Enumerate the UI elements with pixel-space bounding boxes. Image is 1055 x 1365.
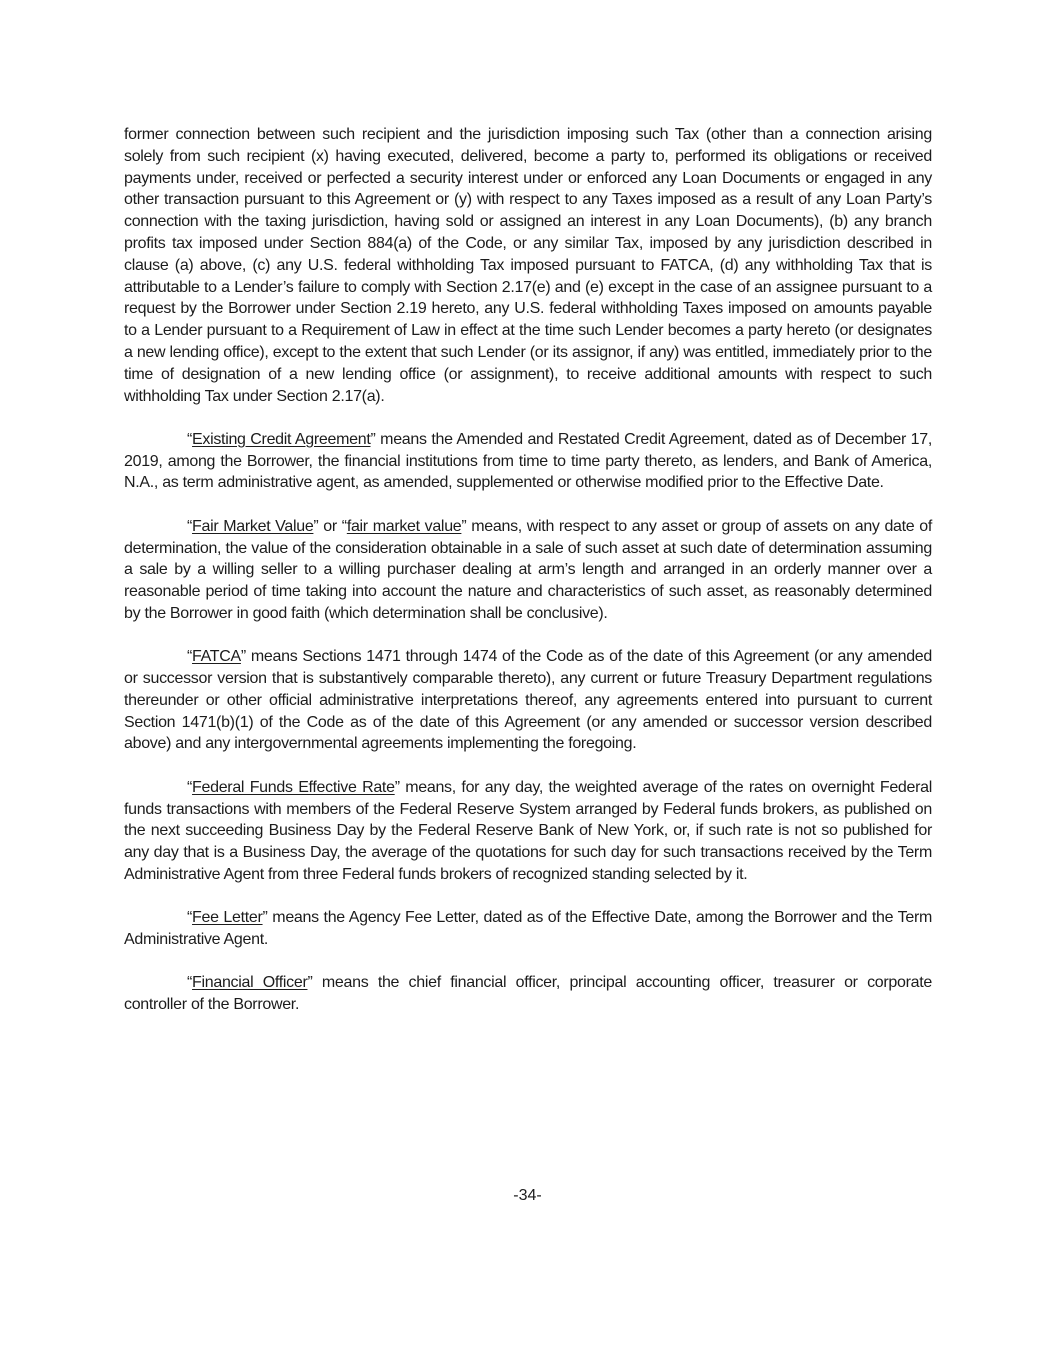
open-quote: “ [187, 517, 193, 535]
term-connector: ” or “ [313, 517, 347, 535]
defined-term: Financial Officer [192, 974, 308, 992]
definition-financial-officer [124, 972, 932, 1016]
open-quote: “ [187, 648, 193, 666]
definition-text: ” means the chief financial officer, principal accounting officer, treasurer or corporate controller of the Borrower. [124, 974, 932, 1014]
defined-term: Fair Market Value [192, 517, 314, 535]
definition-text: ” means Sections 1471 through 1474 of the Code as of the date of this Agreement (or any amended or successor version that is substantively comparable thereto), any current or future Treasury Department regulations thereunder or other official administrative interpretations thereof, any agreements entered into pursuant to current Section 1471(b)(1) of the Code as of the date of this Agreement (or any amended or successor version described above) and any intergovernmental agreements implementing the foregoing. [124, 648, 932, 753]
open-quote: “ [187, 778, 193, 796]
open-quote: “ [187, 430, 193, 448]
page-number: -34- [513, 1187, 542, 1204]
defined-term: Existing Credit Agreement [192, 430, 371, 448]
definition-text: ” means the Amended and Restated Credit Agreement, dated as of December 17, 2019, among the Borrower, the financial institutions from time to time party thereto, as lenders, and Bank of America, N.A., as term administrative agent, as amended, supplemented or otherwise modified prior to the Effective Date. [124, 430, 932, 492]
definition-existing-credit-agreement [124, 429, 932, 494]
defined-term-alternate: fair market value [346, 517, 462, 535]
definition-text: ” means the Agency Fee Letter, dated as of the Effective Date, among the Borrower and the Term Administrative Agent. [124, 909, 932, 948]
definition-text: ” means, for any day, the weighted average of the rates on overnight Federal funds transactions with members of the Federal Reserve System arranged by Federal funds brokers, as published on the next succeeding Business Day by the Federal Reserve Bank of New York, or, if such rate is not so published for any day that is a Business Day, the average of the quotations for such day for such transactions received by the Term Administrative Agent from three Federal funds brokers of recognized standing selected by it. [124, 778, 932, 883]
open-quote: “ [187, 974, 193, 992]
defined-term: FATCA [192, 648, 241, 666]
definition-fee-letter [124, 907, 932, 951]
defined-term: Federal Funds Effective Rate [192, 778, 395, 796]
defined-term: Fee Letter [192, 909, 263, 927]
paragraph-continued-definition [124, 124, 932, 407]
document-body [124, 124, 932, 1037]
definition-federal-funds-effective-rate [124, 777, 932, 886]
definition-text: ” means, with respect to any asset or group of assets on any date of determination, the value of the consideration obtainable in a sale of such asset at such date of determination assuming a sale by a willing seller to a willing purchaser dealing at arm’s length and arranged in an orderly manner over a reasonable period of time taking into account the nature and characteristics of such asset, as reasonably determined by the Borrower in good faith (which determination shall be conclusive). [124, 517, 932, 622]
paragraph-text: former connection between such recipient and the jurisdiction imposing such Tax (other than a connection arising solely from such recipient (x) having executed, delivered, become a party to, performed its obligations or received payments under, received or perfected a security interest under or enforced any Loan Documents or engaged in any other transaction pursuant to this Agreement or (y) with respect to any Taxes imposed as a result of any Loan Party’s connection with the taxing jurisdiction, having sold or assigned an interest in any Loan Documents), (b) any branch profits tax imposed under Section 884(a) of the Code, or any similar Tax, imposed by any jurisdiction described in clause (a) above, (c) any U.S. federal withholding Tax imposed pursuant to FATCA, (d) any withholding Tax that is attributable to a Lender’s failure to comply with Section 2.17(e) and (e) except in the case of an assignee pursuant to a request by the Borrower under Section 2.19 hereto, any U.S. federal withholding Taxes imposed on amounts payable to a Lender pursuant to a Requirement of Law in effect at the time such Lender becomes a party hereto (or designates a new lending office), except to the extent that such Lender (or its assignor, if any) was entitled, immediately prior to the time of designation of a new lending office (or assignment), to receive additional amounts with respect to such withholding Tax under Section 2.17(a). [124, 126, 932, 405]
open-quote: “ [187, 909, 193, 927]
definition-fair-market-value [124, 516, 932, 625]
definition-fatca [124, 646, 932, 755]
